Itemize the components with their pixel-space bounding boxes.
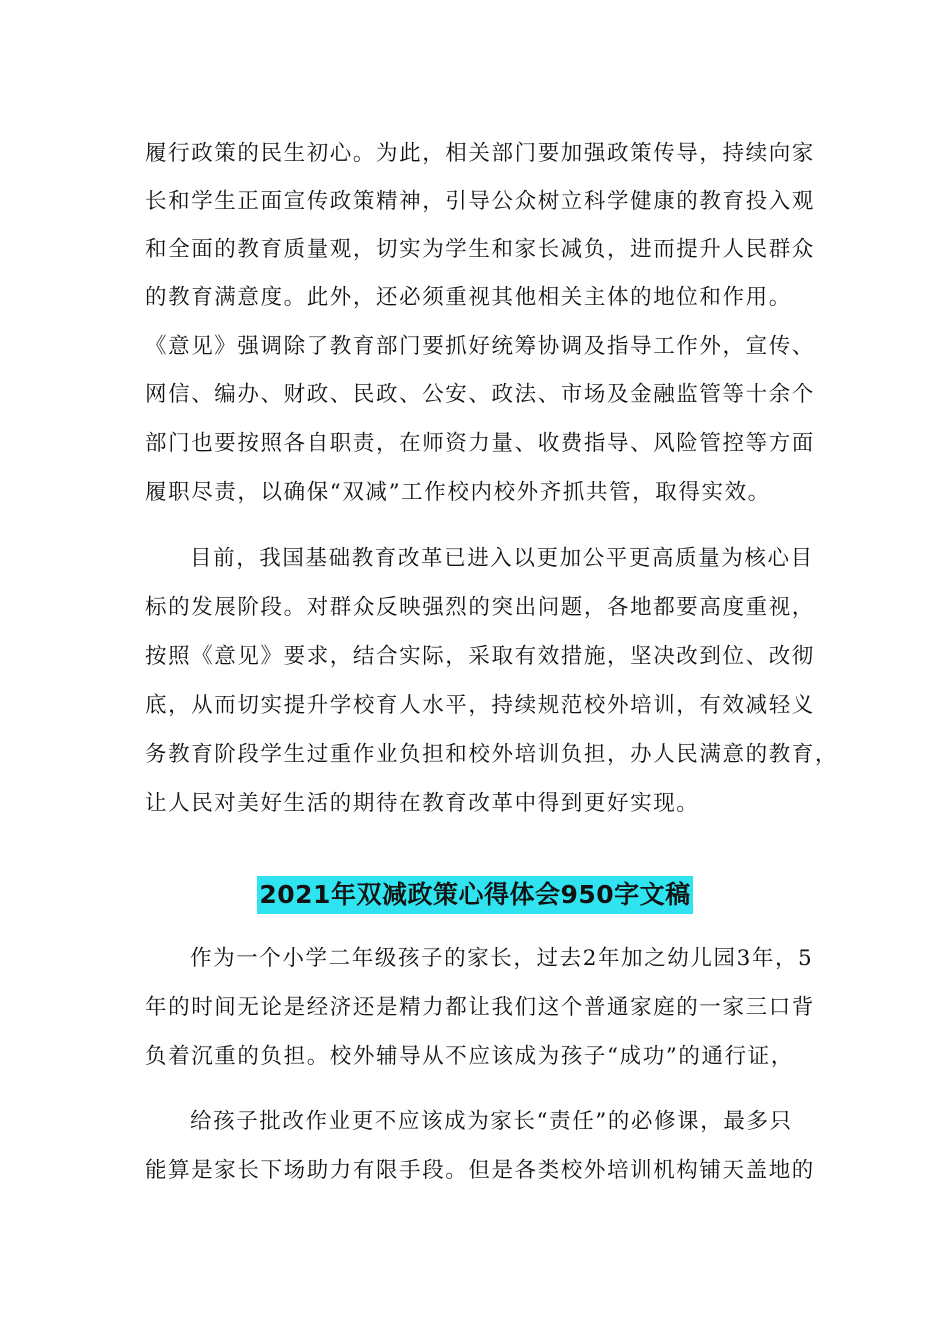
paragraph-1-line-4: 的教育满意度。此外，还必须重视其他相关主体的地位和作用。 — [145, 285, 792, 310]
paragraph-2-line-2: 标的发展阶段。对群众反映强烈的突出问题，各地都要高度重视， — [145, 595, 815, 620]
paragraph-2-line-5: 务教育阶段学生过重作业负担和校外培训负担，办人民满意的教育， — [145, 742, 839, 767]
paragraph-1-line-8: 履职尽责，以确保“双减”工作校内校外齐抓共管，取得实效。 — [145, 480, 771, 505]
paragraph-1-line-6: 网信、编办、财政、民政、公安、政法、市场及金融监管等十余个 — [145, 382, 815, 407]
paragraph-2-line-4: 底，从而切实提升学校育人水平，持续规范校外培训，有效减轻义 — [145, 693, 815, 718]
paragraph-1-line-2: 长和学生正面宣传政策精神，引导公众树立科学健康的教育投入观 — [145, 189, 815, 214]
paragraph-1-line-1: 履行政策的民生初心。为此，相关部门要加强政策传导，持续向家 — [145, 141, 815, 166]
paragraph-2-line-6: 让人民对美好生活的期待在教育改革中得到更好实现。 — [145, 791, 700, 816]
paragraph-1-line-7: 部门也要按照各自职责，在师资力量、收费指导、风险管控等方面 — [145, 431, 815, 456]
section-heading-wrap — [0, 876, 950, 914]
paragraph-4-line-1: 给孩子批改作业更不应该成为家长“责任”的必修课，最多只 — [190, 1109, 793, 1134]
section-heading: 2021年双减政策心得体会950字文稿 — [257, 876, 692, 914]
paragraph-3-line-1: 作为一个小学二年级孩子的家长，过去2年加之幼儿园3年，5 — [190, 946, 814, 971]
paragraph-2-line-3: 按照《意见》要求，结合实际，采取有效措施，坚决改到位、改彻 — [145, 644, 815, 669]
paragraph-1-line-5: 《意见》强调除了教育部门要抓好统筹协调及指导工作外，宣传、 — [145, 334, 815, 359]
paragraph-1-line-3: 和全面的教育质量观，切实为学生和家长减负，进而提升人民群众 — [145, 237, 815, 262]
paragraph-2-line-1: 目前，我国基础教育改革已进入以更加公平更高质量为核心目 — [190, 546, 814, 571]
paragraph-3-line-2: 年的时间无论是经济还是精力都让我们这个普通家庭的一家三口背 — [145, 995, 815, 1020]
paragraph-3-line-3: 负着沉重的负担。校外辅导从不应该成为孩子“成功”的通行证， — [145, 1044, 794, 1069]
paragraph-4-line-2: 能算是家长下场助力有限手段。但是各类校外培训机构铺天盖地的 — [145, 1158, 815, 1183]
